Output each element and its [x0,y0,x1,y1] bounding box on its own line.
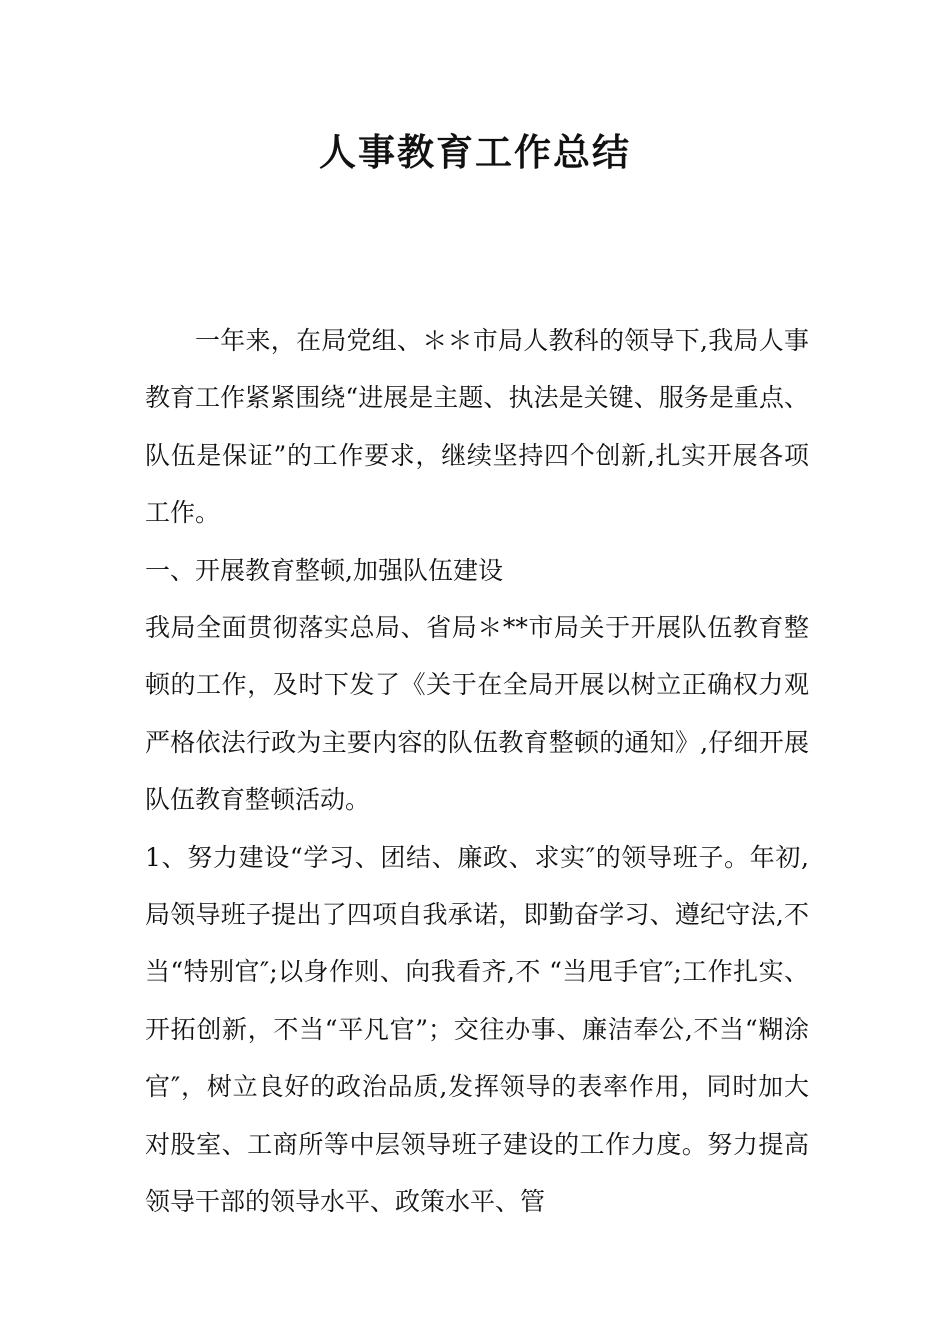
document-title: 人事教育工作总结 [319,131,631,174]
section-heading-1: 一、开展教育整顿,加强队伍建设 [145,555,503,585]
paragraph-item-1: 1、努力建设“学习、团结、廉政、求实″的领导班子。年初,局领导班子提出了四项自我承诺，即勤奋学习、遵纪守法,不当“特别官″;以身作则、向我看齐,不 “当甩手官″;工作扎实、开拓创新，不当“平凡官”；交往办事、廉洁奉公,不当“糊涂官″，树立良好的政治品质,发挥领导的表率作用，同时加大对股室、工商所等中层领导班子建设的工作力度。努力提高领导干部的领导水平、政策水平、管 [145,842,809,1217]
paragraph-intro: 一年来，在局党组、＊＊市局人教科的领导下,我局人事教育工作紧紧围绕“进展是主题、执法是关键、服务是重点、队伍是保证”的工作要求，继续坚持四个创新,扎实开展各项工作。 [145,326,809,528]
document-body [145,312,809,1231]
paragraph-section-1: 我局全面贯彻落实总局、省局＊**市局关于开展队伍教育整顿的工作，及时下发了《关于在全局开展以树立正确权力观严格依法行政为主要内容的队伍教育整顿的通知》,仔细开展队伍教育整顿活动。 [145,613,809,815]
